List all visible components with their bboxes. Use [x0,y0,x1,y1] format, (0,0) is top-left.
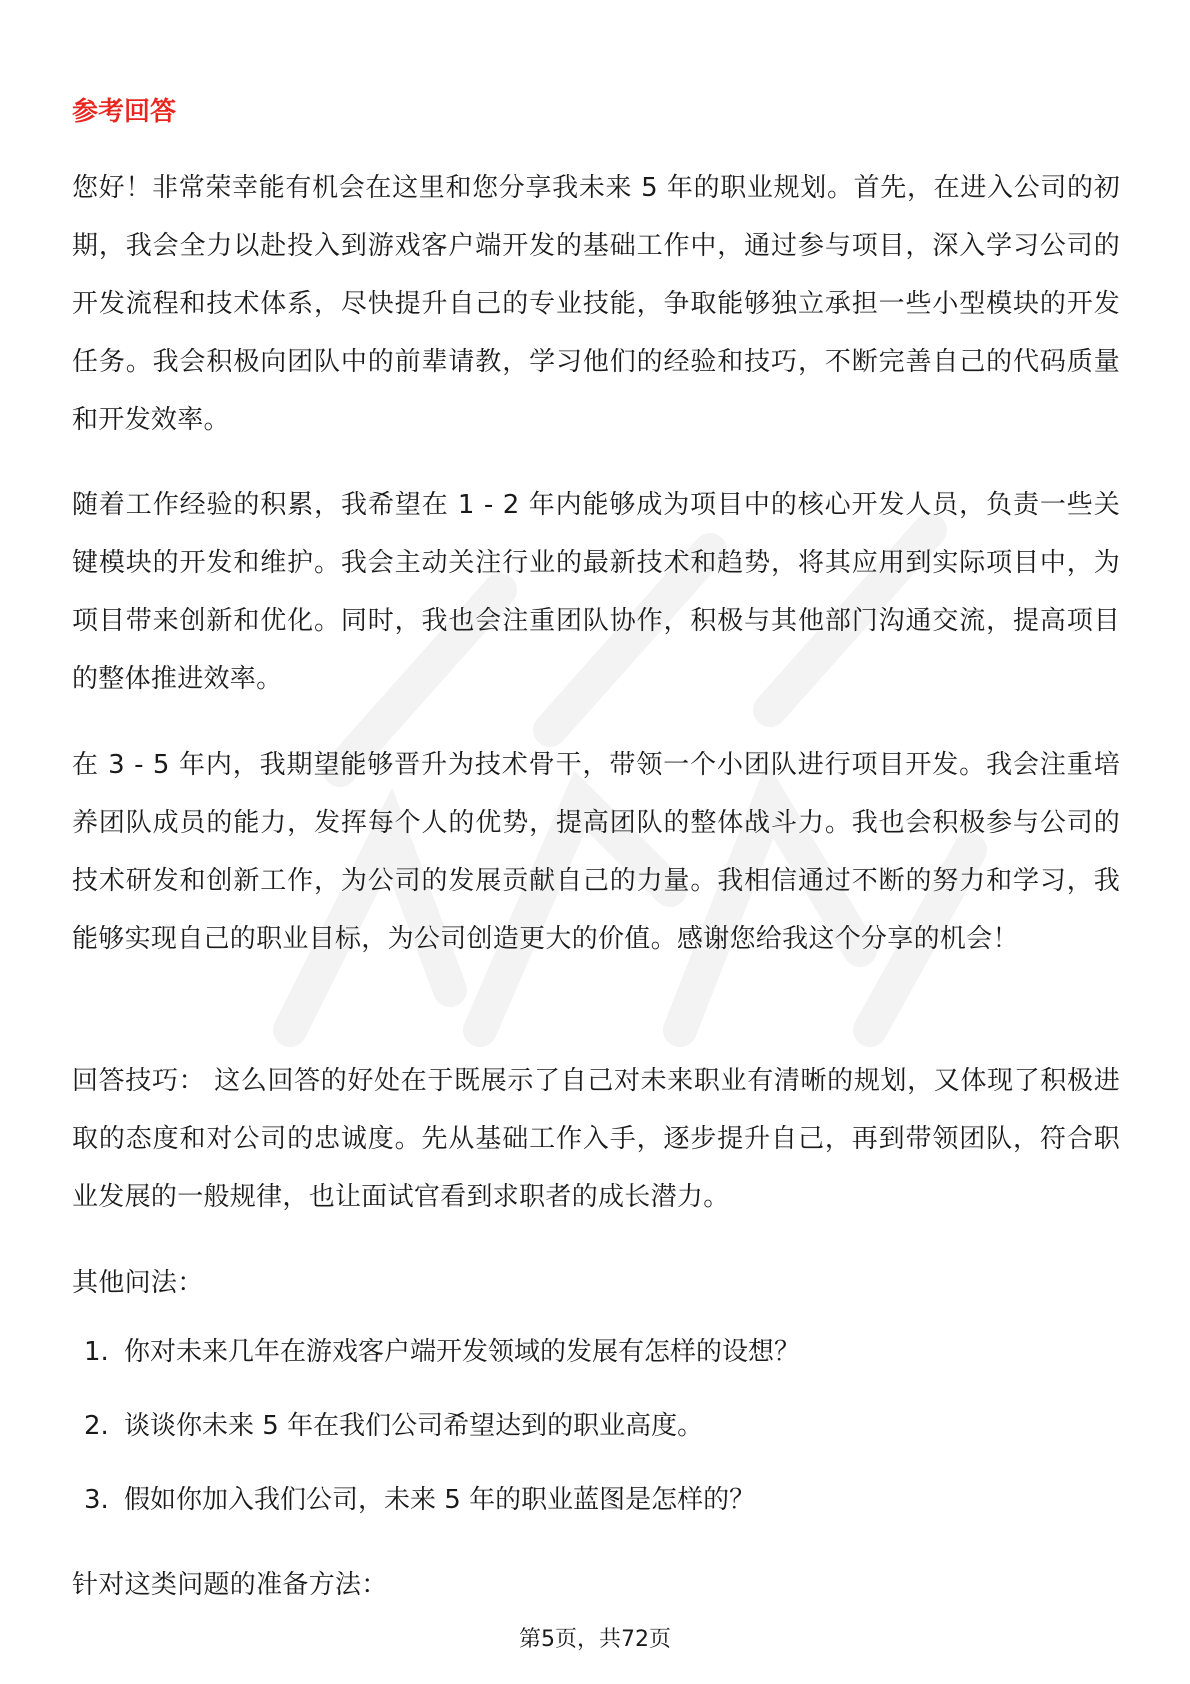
list-item-text: 你对未来几年在游戏客户端开发领域的发展有怎样的设想？ [124,1337,801,1367]
list-item [84,1483,1114,1517]
paragraph-intro: 您好！非常荣幸能有机会在这里和您分享我未来 5 年的职业规划。首先，在进入公司的初期，我会全力以赴投入到游戏客户端开发的基础工作中，通过参与项目，深入学习公司的开发流程和技术体系，尽快提升自己的专业技能，争取能够独立承担一些小型模块的开发任务。我会积极向团队中的前辈请教，学习他们的经验和技巧，不断完善自己的代码质量和开发效率。 [72,173,1120,435]
list-item [84,1335,1114,1369]
other-questions-label: 其他问法： [72,1268,204,1298]
paragraph-tips: 回答技巧： 这么回答的好处在于既展示了自己对未来职业有清晰的规划，又体现了积极进取的态度和对公司的忠诚度。先从基础工作入手，逐步提升自己，再到带领团队，符合职业发展的一般规律，也让面试官看到求职者的成长潜力。 [72,1066,1120,1212]
section-title: 参考回答 [72,97,177,127]
prep-label: 针对这类问题的准备方法： [72,1570,388,1600]
other-questions-list [84,1335,1114,1557]
list-item-number: 3. [84,1485,109,1515]
list-item-text: 假如你加入我们公司，未来 5 年的职业蓝图是怎样的？ [124,1485,756,1515]
paragraph-long-term: 在 3 - 5 年内，我期望能够晋升为技术骨干，带领一个小团队进行项目开发。我会注重培养团队成员的能力，发挥每个人的优势，提高团队的整体战斗力。我也会积极参与公司的技术研发和创新工作，为公司的发展贡献自己的力量。我相信通过不断的努力和学习，我能够实现自己的职业目标，为公司创造更大的价值。感谢您给我这个分享的机会！ [72,750,1120,954]
page-footer: 第5页，共72页 [519,1627,671,1652]
paragraph-mid-term: 随着工作经验的积累，我希望在 1 - 2 年内能够成为项目中的核心开发人员，负责一些关键模块的开发和维护。我会主动关注行业的最新技术和趋势，将其应用到实际项目中，为项目带来创新和优化。同时，我也会注重团队协作，积极与其他部门沟通交流，提高项目的整体推进效率。 [72,490,1120,694]
list-item [84,1409,1114,1443]
list-item-number: 2. [84,1411,109,1441]
list-item-text: 谈谈你未来 5 年在我们公司希望达到的职业高度。 [124,1411,704,1441]
list-item-number: 1. [84,1337,109,1367]
